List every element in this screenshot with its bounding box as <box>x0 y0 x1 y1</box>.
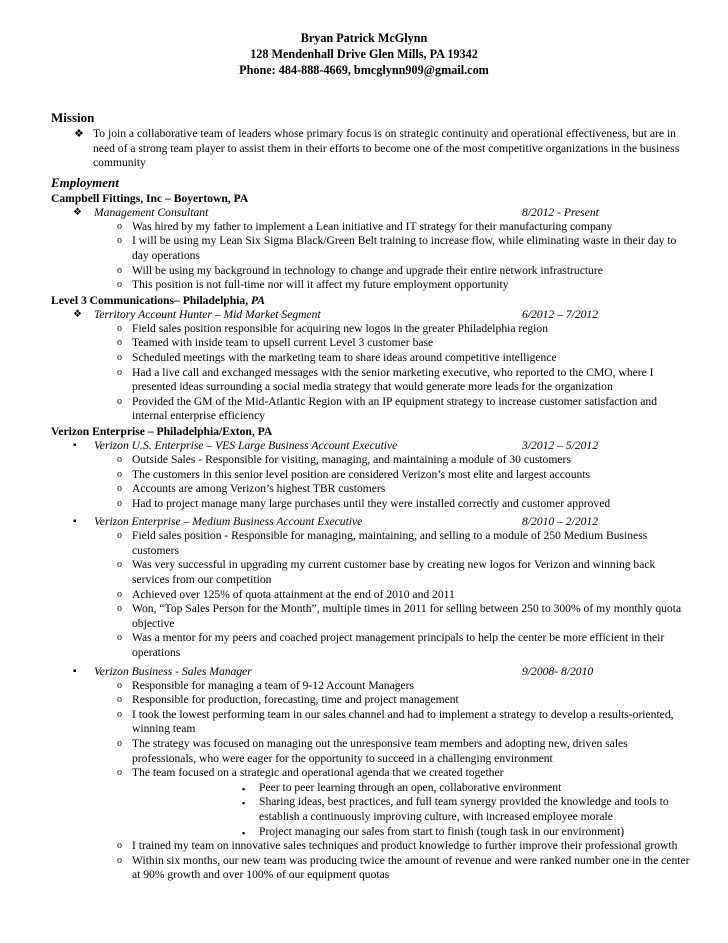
duty-item <box>51 558 691 587</box>
duty-text: Achieved over 125% of quota attainment at the end of 2010 and 2011 <box>132 587 455 601</box>
role-date: 6/2012 – 7/2012 <box>522 307 599 321</box>
circle-bullet-icon: o <box>117 322 122 334</box>
duty-text: I trained my team on innovative sales techniques and product knowledge to further improve their professional growth <box>132 839 678 853</box>
duty-item <box>51 602 691 631</box>
duty-item <box>51 278 691 293</box>
candidate-address: 128 Mendenhall Drive Glen Mills, PA 19342 <box>250 47 478 61</box>
duty-text: Responsible for managing a team of 9-12 Account Managers <box>132 678 415 692</box>
duty-item <box>51 395 691 424</box>
duty-item <box>51 529 691 558</box>
duty-item <box>51 336 691 351</box>
duty-subitems <box>132 781 691 839</box>
candidate-name: Bryan Patrick McGlynn <box>300 31 428 45</box>
role-title: Management Consultant <box>94 205 209 219</box>
duty-text: Field sales position - Responsible for managing, maintaining, and selling to a module of 250 Medium Business customers <box>132 529 648 557</box>
role-title: Verizon Business - Sales Manager <box>94 664 252 678</box>
role-duties <box>51 679 691 883</box>
company-name <box>51 293 691 308</box>
duty-subitem <box>132 795 691 824</box>
company-block <box>51 424 691 883</box>
circle-bullet-icon: o <box>117 497 122 509</box>
duty-text: Responsible for production, forecasting, time and project management <box>132 693 459 707</box>
duty-text: I took the lowest performing team in our sales channel and had to implement a strategy to develop a results-oriented, winning team <box>132 707 674 736</box>
circle-bullet-icon: o <box>117 351 122 363</box>
role-duties <box>51 220 691 293</box>
circle-bullet-icon: o <box>117 395 122 407</box>
duty-item <box>51 264 691 279</box>
duty-item <box>51 679 691 694</box>
role-duties <box>51 529 691 660</box>
square-bullet-icon: ▪ <box>242 827 246 838</box>
resume-header <box>0 30 728 78</box>
duty-text: Had a live call and exchanged messages with the senior marketing executive, who reported to the CMO, where I presented ideas surrounding a social media strategy that would generate more leads for the organization <box>132 365 654 394</box>
duty-item <box>51 631 691 660</box>
duty-text: Outside Sales - Responsible for visiting, managing, and maintaining a module of 30 customers <box>132 452 571 466</box>
company-name-text: Verizon Enterprise – Philadelphia/Exton, PA <box>51 424 273 438</box>
mission-section <box>51 110 691 171</box>
company-block <box>51 293 691 424</box>
circle-bullet-icon: o <box>117 366 122 378</box>
circle-bullet-icon: o <box>117 264 122 276</box>
circle-bullet-icon: o <box>117 603 122 615</box>
role-date: 8/2012 - Present <box>522 205 599 219</box>
mission-title: Mission <box>51 110 95 125</box>
diamond-bullet-icon: ❖ <box>73 206 82 218</box>
company-list <box>51 191 691 883</box>
duty-text: Scheduled meetings with the marketing team to share ideas around competitive intelligence <box>132 350 557 364</box>
role-title: Verizon U.S. Enterprise – VES Large Business Account Executive <box>94 438 398 452</box>
circle-bullet-icon: o <box>117 235 122 247</box>
duty-item <box>51 482 691 497</box>
duty-item <box>51 839 691 854</box>
role-date: 9/2008- 8/2010 <box>522 664 594 678</box>
circle-bullet-icon: o <box>117 468 122 480</box>
circle-bullet-icon: o <box>117 854 122 866</box>
circle-bullet-icon: o <box>117 708 122 720</box>
duty-item <box>51 468 691 483</box>
duty-subitem-text: Sharing ideas, best practices, and full team synergy provided the knowledge and tools to establish a continuously improving culture, with increased employee morale <box>259 795 669 823</box>
duty-text: Had to project manage many large purchases until they were installed correctly and customer approved <box>132 496 611 510</box>
circle-bullet-icon: o <box>117 483 122 495</box>
duty-item <box>51 497 691 512</box>
square-bullet-icon: ▪ <box>73 665 77 677</box>
duty-text: The team focused on a strategic and operational agenda that we created together <box>132 766 504 780</box>
square-bullet-icon: ▪ <box>242 798 246 809</box>
duty-subitem-text: Project managing our sales from start to finish (tough task in our environment) <box>259 824 625 838</box>
duty-item <box>51 366 691 395</box>
diamond-bullet-icon: ❖ <box>73 308 82 320</box>
mission-text: To join a collaborative team of leaders whose primary focus is on strategic continuity and operational effectiveness, but are in need of a strong team player to assist them in their efforts to become one of the most competitive organizations in the business community <box>93 127 680 170</box>
role-title: Verizon Enterprise – Medium Business Account Executive <box>94 515 363 529</box>
duty-item <box>51 766 691 839</box>
duty-text: The customers in this senior level position are considered Verizon’s most elite and largest accounts <box>132 467 591 481</box>
circle-bullet-icon: o <box>117 694 122 706</box>
duty-item <box>51 708 691 737</box>
square-bullet-icon: ▪ <box>242 783 246 794</box>
duty-item <box>51 588 691 603</box>
duty-text: The strategy was focused on managing out the unresponsive team members and adopting new, driven sales professionals, who were eager for the opportunity to succeed in a challenging environment <box>132 737 628 765</box>
duty-item <box>51 234 691 263</box>
duty-text: Field sales position responsible for acquiring new logos in the greater Philadelphia region <box>132 321 548 335</box>
duty-item <box>51 322 691 337</box>
role-heading <box>51 308 691 322</box>
candidate-contact: Phone: 484-888-4669, bmcglynn909@gmail.com <box>239 63 489 77</box>
role-title: Territory Account Hunter – Mid Market Segment <box>94 307 321 321</box>
role-duties <box>51 453 691 511</box>
circle-bullet-icon: o <box>117 279 122 291</box>
circle-bullet-icon: o <box>117 337 122 349</box>
company-block <box>51 191 691 293</box>
circle-bullet-icon: o <box>117 840 122 852</box>
diamond-bullet-icon: ❖ <box>74 128 84 140</box>
role-heading <box>51 665 691 679</box>
circle-bullet-icon: o <box>117 559 122 571</box>
duty-text: Won, “Top Sales Person for the Month”, multiple times in 2011 for selling between 250 to 300% of my monthly quota objective <box>132 602 682 630</box>
duty-subitem-text: Peer to peer learning through an open, collaborative environment <box>259 780 562 794</box>
duty-text: This position is not full-time nor will it affect my future employment opportunity <box>132 278 509 292</box>
role-heading <box>51 206 691 220</box>
company-name <box>51 424 691 439</box>
duty-item <box>51 693 691 708</box>
employment-title: Employment <box>51 174 119 190</box>
square-bullet-icon: ▪ <box>73 439 77 451</box>
duty-subitem <box>132 825 691 840</box>
duty-text: Will be using my background in technology to change and upgrade their entire network infrastructure <box>132 263 603 277</box>
role-duties <box>51 322 691 424</box>
duty-item <box>51 854 691 883</box>
duty-text: Was a mentor for my peers and coached project management principals to help the center be more efficient in their operations <box>132 631 665 660</box>
role-heading <box>51 439 691 453</box>
mission-item <box>51 127 691 171</box>
company-name-italic: PA <box>251 293 265 307</box>
circle-bullet-icon: o <box>117 679 122 691</box>
duty-text: Was hired by my father to implement a Lean initiative and IT strategy for their manufacturing company <box>132 219 613 233</box>
duty-text: Was very successful in upgrading my current customer base by creating new logos for Verizon and winning back services from our competition <box>132 558 656 587</box>
duty-text: Teamed with inside team to upsell current Level 3 customer base <box>132 336 434 350</box>
circle-bullet-icon: o <box>117 453 122 465</box>
role-heading <box>51 515 691 529</box>
company-name-text: Level 3 Communications– Philadelphia, <box>51 293 252 307</box>
duty-text: Accounts are among Verizon’s highest TBR customers <box>132 482 386 496</box>
duty-text: Provided the GM of the Mid-Atlantic Region with an IP equipment strategy to increase customer satisfaction and internal enterprise efficiency <box>132 394 658 423</box>
duty-item <box>51 351 691 366</box>
employment-section <box>51 175 691 883</box>
circle-bullet-icon: o <box>117 530 122 542</box>
circle-bullet-icon: o <box>117 738 122 749</box>
company-name <box>51 191 691 206</box>
circle-bullet-icon: o <box>117 632 122 644</box>
duty-text: I will be using my Lean Six Sigma Black/Green Belt training to increase flow, while eliminating waste in their day to day operations <box>132 234 677 262</box>
duty-item <box>51 453 691 468</box>
duty-item <box>51 737 691 766</box>
resume-body <box>51 110 691 883</box>
role-date: 3/2012 – 5/2012 <box>522 438 599 452</box>
circle-bullet-icon: o <box>117 220 122 232</box>
company-name-text: Campbell Fittings, Inc – Boyertown, PA <box>51 191 249 205</box>
duty-item <box>51 220 691 235</box>
circle-bullet-icon: o <box>117 588 122 600</box>
role-date: 8/2010 – 2/2012 <box>522 515 599 529</box>
square-bullet-icon: ▪ <box>73 516 77 528</box>
circle-bullet-icon: o <box>117 767 122 779</box>
duty-text: Within six months, our new team was producing twice the amount of revenue and were ranked number one in the center at 90% growth and over 100% of our equipment quotas <box>132 853 690 882</box>
duty-subitem <box>132 781 691 796</box>
